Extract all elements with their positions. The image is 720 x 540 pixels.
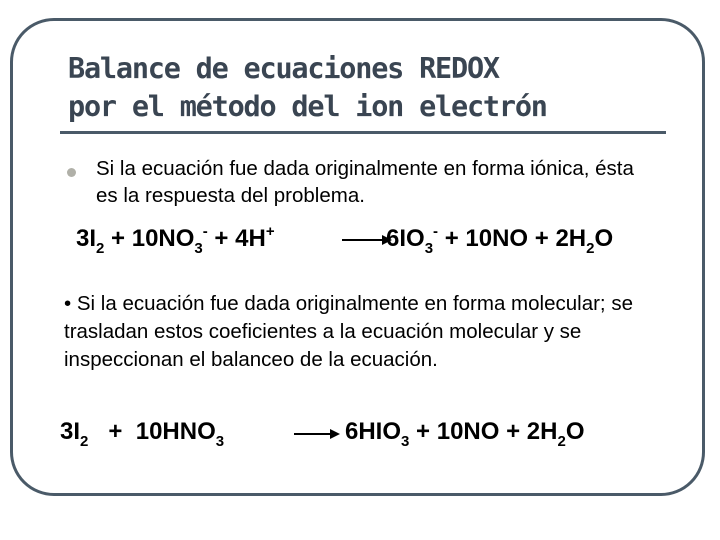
- product-no: 10NO: [465, 225, 529, 252]
- reactant-iodine: $3I_2$: [60, 418, 89, 450]
- product-water: $2H_2O$: [555, 225, 614, 257]
- product-water: $2H_2O$: [526, 418, 585, 450]
- slide-title: [68, 50, 668, 126]
- reactant-nitric-acid: $10HNO_3$: [135, 418, 225, 450]
- molecular-equation-products: $6HIO_3 + 10NO + 2H_2O$: [345, 418, 585, 450]
- slide-title-line1: Balance de ecuaciones REDOX: [68, 52, 499, 85]
- reactant-nitrate: $10NO_3^-$: [131, 223, 208, 257]
- reactant-hydrogen-ion: 4H+: [235, 223, 275, 252]
- ionic-equation-products: $6IO_3^- + 10NO + 2H_2O$: [386, 223, 614, 257]
- ionic-equation: $3I_2 + 10NO_3^- + 4H^+$: [76, 223, 275, 257]
- slide-title-line2: por el método del ion electrón: [68, 90, 547, 123]
- reaction-arrow-icon: [342, 233, 392, 247]
- product-iodate: $6IO_3^-$: [386, 223, 439, 257]
- bullet-text-ionic: Si la ecuación fue dada originalmente en forma iónica, ésta es la respuesta del problema.: [96, 157, 634, 207]
- product-iodic-acid: $6HIO_3$: [345, 418, 410, 450]
- reaction-arrow-icon: [294, 427, 340, 441]
- bullet-icon: [67, 168, 76, 177]
- bullet-text-molecular: • Si la ecuación fue dada originalmente en forma molecular; se trasladan estos coeficientes a la ecuación molecular y se inspeccionan el balanceo de la ecuación.: [64, 292, 633, 371]
- title-divider: [60, 131, 666, 134]
- product-no: 10NO: [436, 418, 500, 445]
- reactant-iodine: $3I_2$: [76, 225, 105, 257]
- molecular-equation: $3I_2 + 10HNO_3$: [60, 418, 225, 450]
